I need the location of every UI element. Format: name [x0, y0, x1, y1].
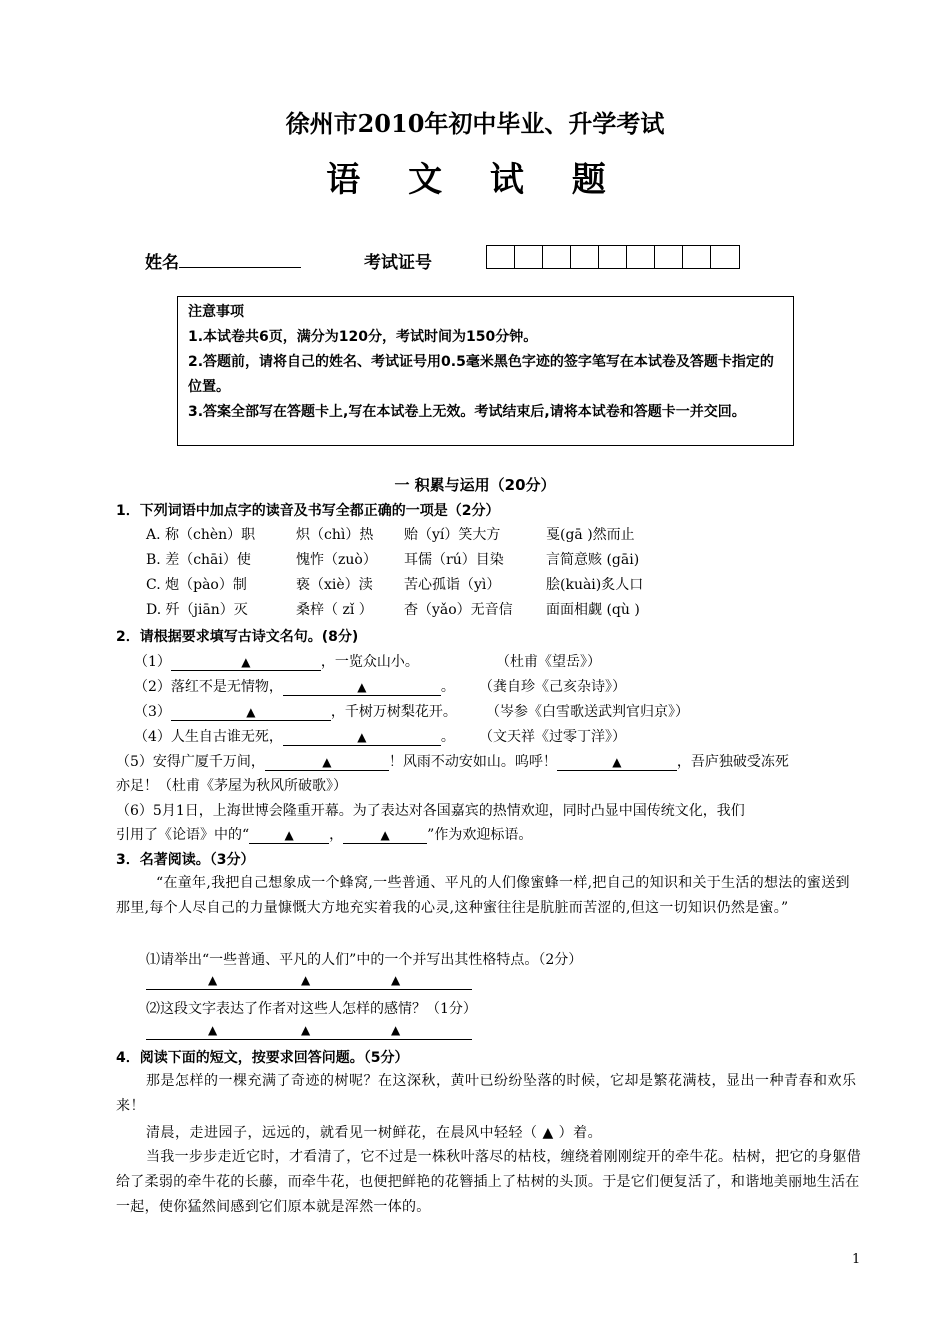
q1-option-c: C. 炮（pào）制 亵（xiè）渎 苦心孤诣（yì） 脍(kuài)炙人口 — [146, 577, 644, 593]
name-field — [145, 248, 301, 273]
q3-answer-line-2: ▲ ▲ ▲ — [146, 1023, 472, 1040]
q2-line-6-cont: 引用了《论语》中的“ ▲ ， ▲ ”作为欢迎标语。 — [116, 827, 533, 843]
q2-stem: 2．请根据要求填写古诗文名句。(8分) — [116, 629, 359, 645]
q2-line-6: （6）5月1日，上海世博会隆重开幕。为了表达对各国嘉宾的热情欢迎，同时凸显中国传统文化，我们 — [116, 803, 745, 819]
notice-item: 3.答案全部写在答题卡上,写在本试卷上无效。考试结束后,请将本试卷和答题卡一并交回。 — [188, 404, 746, 420]
q3-quote: “在童年,我把自己想象成一个蜂窝,一些普通、平凡的人们像蜜蜂一样,把自己的知识和关于生活的想法的蜜送到那里,每个人尽自己的力量慷慨大方地充实着我的心灵,这种蜜往往是肮脏而苦涩的,但这一切知识仍然是蜜。” — [116, 875, 850, 916]
q1-option-b: B. 差（chāi）使 愧怍（zuò） 耳儒（rú）目染 言简意赅 (gāi) — [146, 552, 640, 568]
section-title: 一 积累与运用（20分） — [394, 476, 556, 494]
q2-source-2: （龚自珍《己亥杂诗》） — [479, 679, 626, 695]
q1-option-a: A. 称（chèn）职 炽（chì）热 贻（yí）笑大方 戛(gā )然而止 — [146, 527, 635, 543]
q4-stem: 4．阅读下面的短文，按要求回答问题。（5分） — [116, 1050, 409, 1066]
subject-title: 语 文 试 题 — [326, 160, 624, 200]
q4-paragraph-2: 清晨，走进园子，远远的，就看见一树鲜花，在晨风中轻轻（ ▲ ）着。 — [146, 1125, 603, 1141]
q2-line-2: （2）落红不是无情物， ▲ 。 — [134, 679, 455, 695]
q4-paragraph-1: 那是怎样的一棵充满了奇迹的树呢？在这深秋，黄叶已纷纷坠落的时候，它却是繁花满枝，显出一种青春和欢乐来！ — [116, 1073, 857, 1114]
q3-sub2: ⑵这段文字表达了作者对这些人怎样的感情？（1分） — [146, 1001, 477, 1017]
q2-source-3: （岑参《白雪歌送武判官归京》） — [486, 704, 689, 720]
q2-line-1: （1） ▲ ，一览众山小。 — [134, 654, 419, 670]
q2-source-1: （杜甫《望岳》） — [496, 654, 601, 670]
page-number: 1 — [852, 1252, 861, 1267]
name-blank — [179, 249, 301, 268]
q4-paragraph-3: 当我一步步走近它时，才看清了，它不过是一株秋叶落尽的枯枝，缠绕着刚刚绽开的牵牛花。枯树，把它的身躯借给了柔弱的牵牛花的长藤，而牵牛花，也便把鲜艳的花簪插上了枯树的头顶。于是它们便复活了，和谐地美丽地生活在一起，使你猛然间感到它们原本就是浑然一体的。 — [116, 1149, 861, 1215]
q2-source-4: （文天祥《过零丁洋》） — [479, 729, 626, 745]
q3-sub1: ⑴请举出“一些普通、平凡的人们”中的一个并写出其性格特点。（2分） — [146, 952, 583, 968]
id-label: 考试证号 — [364, 253, 432, 273]
notice-item: 2.答题前，请将自己的姓名、考试证号用0.5毫米黑色字迹的签字笔写在本试卷及答题卡指定的位置。 — [188, 354, 774, 395]
notice-heading: 注意事项 — [188, 304, 244, 320]
q1-option-d: D. 歼（jiān）灭 桑梓（ zǐ ） 杳（yǎo）无音信 面面相觑 (qù ) — [146, 602, 640, 618]
q1-stem: 1．下列词语中加点字的读音及书写全都正确的一项是（2分） — [116, 503, 500, 519]
q2-line-3: （3） ▲ ，千树万树梨花开。 — [134, 704, 457, 720]
name-label: 姓名 — [145, 253, 179, 273]
id-number-boxes — [486, 245, 740, 269]
q2-line-5: （5）安得广厦千万间， ▲ ！风雨不动安如山。呜呼！ ▲ ，吾庐独破受冻死 — [116, 754, 789, 770]
q3-answer-line-1: ▲ ▲ ▲ — [146, 973, 472, 990]
notice-item: 1.本试卷共6页，满分为120分，考试时间为150分钟。 — [188, 329, 538, 345]
q3-stem: 3．名著阅读。（3分） — [116, 852, 255, 868]
notice-box — [177, 296, 794, 446]
exam-title: 徐州市2010年初中毕业、升学考试 — [285, 109, 665, 138]
q2-line-4: （4）人生自古谁无死， ▲ 。 — [134, 729, 455, 745]
q2-line-5-cont: 亦足！（杜甫《茅屋为秋风所破歌》） — [116, 778, 347, 794]
